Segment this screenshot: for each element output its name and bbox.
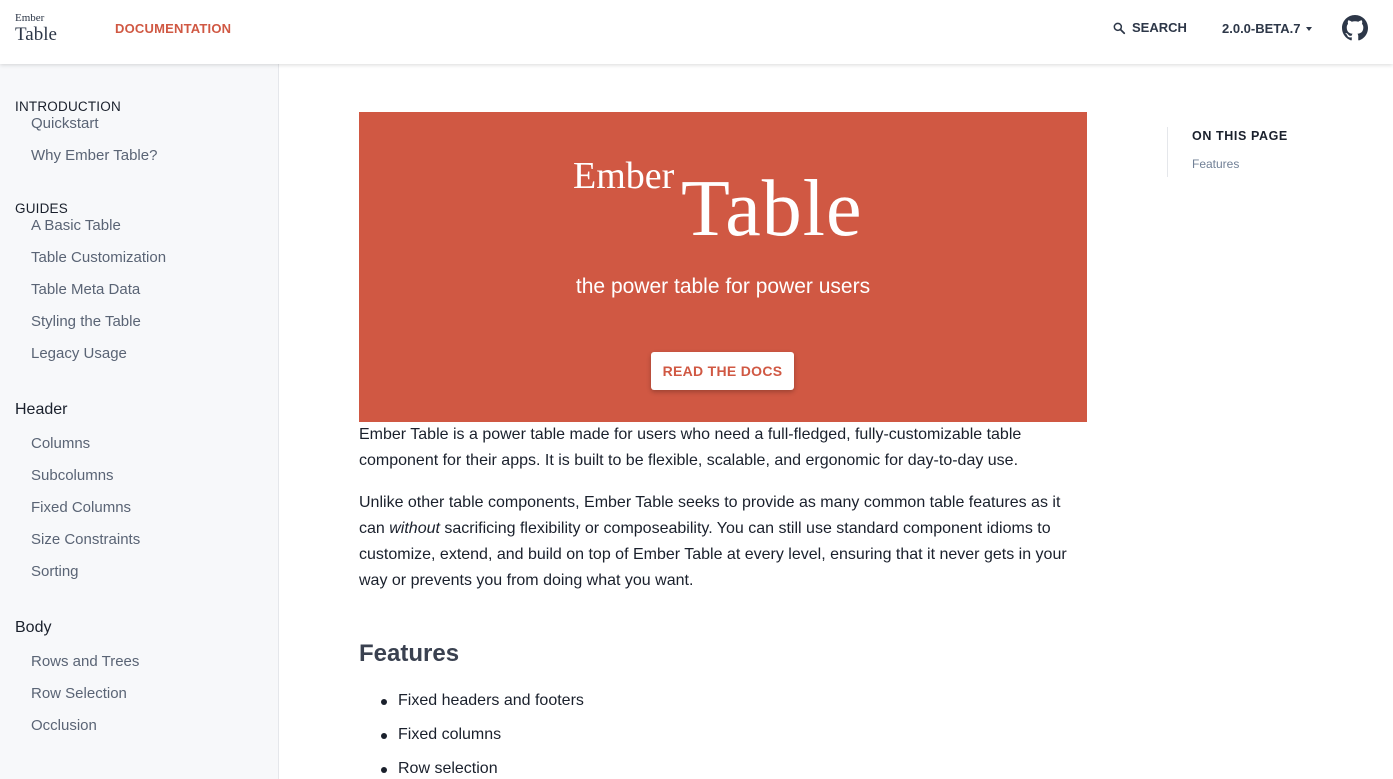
- features-heading: Features: [359, 640, 460, 667]
- sidebar-item-sorting[interactable]: Sorting: [31, 563, 79, 580]
- features-list: [381, 688, 584, 779]
- search-button[interactable]: [1112, 20, 1187, 35]
- sidebar-section-header: Header: [15, 401, 68, 418]
- toc-title: ON THIS PAGE: [1192, 129, 1288, 143]
- sidebar-item-quickstart[interactable]: Quickstart: [31, 115, 99, 132]
- hero-banner: [359, 112, 1087, 422]
- sidebar-item-table-customization[interactable]: Table Customization: [31, 249, 167, 266]
- logo-table-text: Table: [15, 24, 57, 45]
- sidebar-item-table-meta-data[interactable]: Table Meta Data: [31, 281, 141, 298]
- list-item: Row selection: [381, 756, 584, 779]
- sidebar-item-row-selection[interactable]: Row Selection: [31, 685, 127, 702]
- nav-documentation-link[interactable]: DOCUMENTATION: [115, 21, 232, 36]
- description-text-start: Unlike other table components, Ember Table seeks to provide as many common table features as it can: [359, 494, 1061, 537]
- list-item: Fixed columns: [381, 722, 584, 756]
- sidebar-section-guides: GUIDES: [15, 201, 68, 216]
- description-text-end: sacrificing flexibility or composeability. You can still use standard component idioms to customize, extend, and build on top of Ember Table at every level, ensuring that it never gets in your way or prevents you from doing what you want.: [359, 520, 1067, 589]
- top-navbar: [0, 0, 1393, 64]
- sidebar-item-occlusion[interactable]: Occlusion: [31, 717, 97, 734]
- caret-down-icon: [1306, 27, 1312, 31]
- sidebar-item-a-basic-table[interactable]: A Basic Table: [31, 217, 121, 234]
- description-paragraph: [359, 490, 1089, 594]
- github-icon[interactable]: [1342, 15, 1368, 41]
- version-label: 2.0.0-BETA.7: [1222, 21, 1301, 36]
- hero-logo-table: Table: [681, 165, 863, 253]
- version-dropdown[interactable]: [1222, 21, 1312, 36]
- list-item: Fixed headers and footers: [381, 688, 584, 722]
- sidebar-item-legacy-usage[interactable]: Legacy Usage: [31, 345, 127, 362]
- sidebar-item-styling-the-table[interactable]: Styling the Table: [31, 313, 141, 330]
- sidebar-section-introduction: INTRODUCTION: [15, 99, 121, 114]
- sidebar-item-why-ember-table[interactable]: Why Ember Table?: [31, 147, 158, 164]
- sidebar-section-body: Body: [15, 619, 52, 636]
- read-the-docs-button[interactable]: READ THE DOCS: [651, 352, 794, 390]
- hero-tagline: the power table for power users: [575, 275, 871, 298]
- toc-link-features[interactable]: Features: [1192, 157, 1240, 171]
- sidebar: [0, 64, 279, 779]
- site-logo[interactable]: [15, 12, 57, 46]
- hero-logo-ember: Ember: [573, 155, 675, 197]
- logo-ember-text: Ember: [15, 12, 45, 24]
- sidebar-item-fixed-columns[interactable]: Fixed Columns: [31, 499, 132, 516]
- sidebar-item-subcolumns[interactable]: Subcolumns: [31, 467, 114, 484]
- intro-paragraph: Ember Table is a power table made for users who need a full-fledged, fully-customizable table component for their apps. It is built to be flexible, scalable, and ergonomic for day-to-day use.: [359, 426, 1022, 469]
- sidebar-item-columns[interactable]: Columns: [31, 435, 91, 452]
- search-icon: [1112, 21, 1126, 35]
- search-label: SEARCH: [1132, 20, 1187, 35]
- sidebar-item-rows-and-trees[interactable]: Rows and Trees: [31, 653, 140, 670]
- emphasis-without: without: [389, 520, 440, 537]
- on-this-page: [1167, 127, 1288, 177]
- sidebar-item-size-constraints[interactable]: Size Constraints: [31, 531, 141, 548]
